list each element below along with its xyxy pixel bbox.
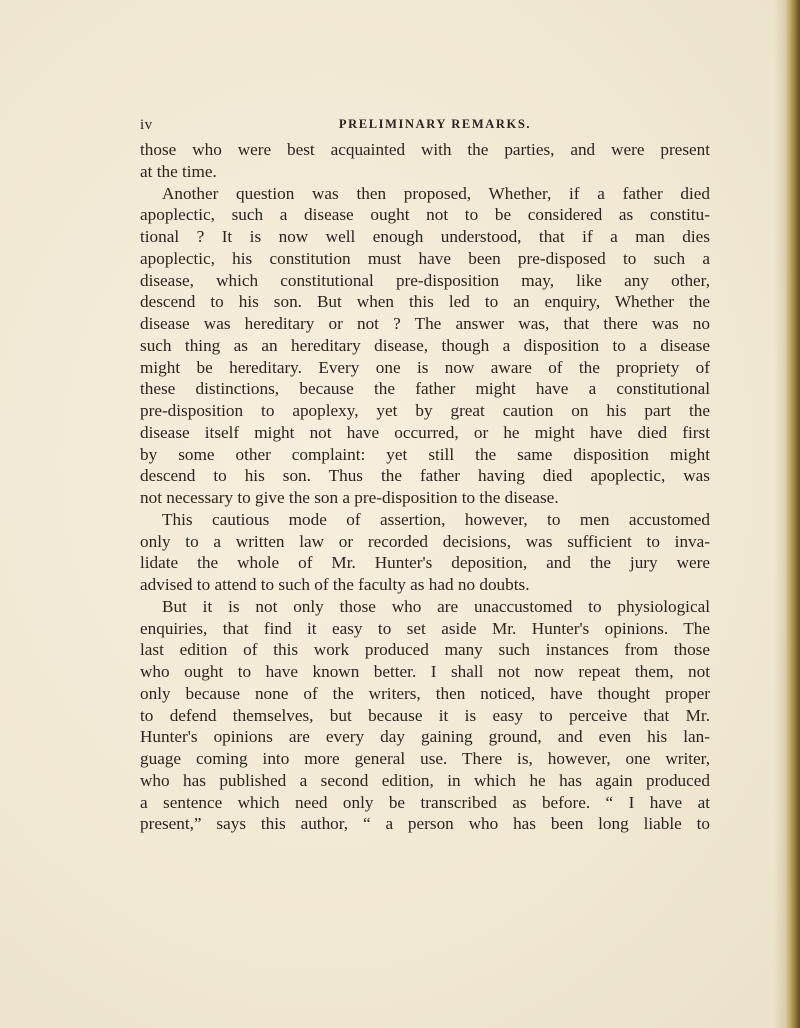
text-line: not necessary to give the son a pre-disposition to the disease. xyxy=(140,488,559,507)
text-line: who ought to have known better. I shall not now repeat them, not xyxy=(140,662,710,681)
text-line: disease itself might not have occurred, or he might have died first xyxy=(140,422,710,442)
page-edge xyxy=(786,0,800,1028)
page-header xyxy=(140,117,710,137)
text-line: disease, which constitutional pre-disposition may, like any other, xyxy=(140,270,710,290)
text-line: apoplectic, his constitution must have been pre-disposed to such a xyxy=(140,248,710,268)
text-line: to defend themselves, but because it is easy to perceive that Mr. xyxy=(140,705,710,725)
text-line: pre-disposition to apoplexy, yet by great caution on his part the xyxy=(140,401,710,420)
text-line: at the time. xyxy=(140,161,217,181)
text-line: by some other complaint: yet still the same disposition might xyxy=(140,444,710,464)
text-line: only to a written law or recorded decisions, was sufficient to inva- xyxy=(140,531,710,551)
text-line: This cautious mode of assertion, however, to men accustomed xyxy=(162,509,710,529)
text-line: descend to his son. But when this led to an enquiry, Whether the xyxy=(140,292,710,312)
spine-shadow xyxy=(774,0,786,1028)
text-line: descend to his son. Thus the father having died apoplectic, was xyxy=(140,466,710,486)
text-line: lidate the whole of Mr. Hunter's deposition, and the jury were xyxy=(140,553,710,573)
running-head: PRELIMINARY REMARKS. xyxy=(338,117,532,131)
body-text xyxy=(140,139,710,835)
text-line: advised to attend to such of the faculty as had no doubts. xyxy=(140,575,530,594)
text-line: apoplectic, such a disease ought not to be considered as constitu- xyxy=(140,205,710,225)
text-line: guage coming into more general use. There is, however, one writer, xyxy=(140,749,710,768)
text-line: who has published a second edition, in which he has again produced xyxy=(140,770,710,790)
text-line: last edition of this work produced many such instances from those xyxy=(140,640,710,660)
text-line: disease was hereditary or not ? The answer was, that there was no xyxy=(140,314,710,333)
text-line: present,” says this author, “ a person who has been long liable to xyxy=(140,814,710,834)
text-line: such thing as an hereditary disease, though a disposition to a disease xyxy=(140,335,710,355)
text-line: might be hereditary. Every one is now aware of the propriety of xyxy=(140,357,710,377)
text-line: only because none of the writers, then noticed, have thought proper xyxy=(140,683,710,703)
page-number: iv xyxy=(140,117,153,133)
text-line: a sentence which need only be transcribed as before. “ I have at xyxy=(140,792,710,812)
text-line: those who were best acquainted with the parties, and were present xyxy=(140,140,710,159)
text-line: Another question was then proposed, Whether, if a father died xyxy=(162,183,710,203)
text-line: enquiries, that find it easy to set aside Mr. Hunter's opinions. The xyxy=(140,618,710,638)
text-line: these distinctions, because the father might have a constitutional xyxy=(140,379,710,399)
text-line: tional ? It is now well enough understood, that if a man dies xyxy=(140,227,710,246)
text-line: Hunter's opinions are every day gaining ground, and even his lan- xyxy=(140,727,710,747)
text-line: But it is not only those who are unaccustomed to physiological xyxy=(162,596,710,616)
